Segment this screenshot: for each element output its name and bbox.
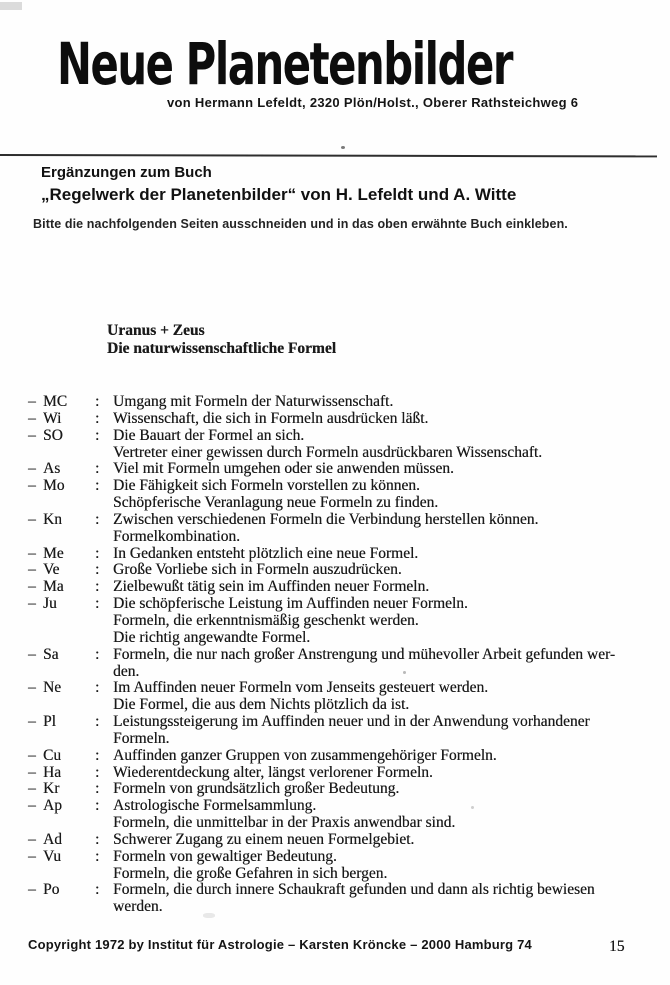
masthead-title: Neue Planetenbilder: [57, 30, 513, 98]
page-number: 15: [609, 938, 625, 955]
definition-text: Zwischen verschiedenen Formeln die Verbindung herstellen können. Formelkombination.: [113, 510, 539, 545]
definition-row-ha: [28, 765, 660, 782]
definition-text: Formeln, die nur nach großer Anstrengung und mühevoller Arbeit gefunden wer- den.: [113, 645, 616, 680]
dash: –: [28, 426, 36, 444]
planet-abbr: Mo: [43, 477, 65, 495]
planet-abbr: Ha: [43, 763, 62, 781]
planet-abbr-cell: [28, 748, 95, 765]
definition-row-kr: [28, 781, 660, 798]
definition-text: Auffinden ganzer Gruppen von zusammengehöriger Formeln.: [113, 746, 497, 764]
definition-text: Schwerer Zugang zu einem neuen Formelgebiet.: [113, 830, 415, 848]
definition-row-wi: [28, 411, 660, 428]
scan-artifact-corner: [0, 2, 22, 10]
intro-book-title: „Regelwerk der Planetenbilder“ von H. Lefeldt und A. Witte: [41, 185, 517, 204]
planet-abbr: Kr: [43, 780, 60, 798]
definition-row-sa: [28, 647, 660, 681]
definition-row-ju: [28, 596, 660, 647]
definition-text: Formeln von grundsätzlich großer Bedeutung.: [113, 780, 400, 798]
planet-abbr: Pl: [43, 713, 56, 731]
colon: :: [95, 409, 100, 427]
colon: :: [95, 746, 100, 764]
planet-abbr-cell: [28, 461, 95, 478]
colon: :: [95, 763, 100, 781]
planet-abbr-cell: [28, 832, 95, 849]
dash: –: [28, 763, 36, 781]
definition-row-as: [28, 461, 660, 478]
definition-text: Formeln von gewaltiger Bedeutung. Formeln, die große Gefahren in sich bergen.: [113, 847, 388, 882]
planet-abbr: SO: [43, 426, 63, 444]
planet-abbr: Vu: [43, 847, 62, 865]
planet-abbr: Me: [43, 544, 64, 562]
dash: –: [28, 780, 36, 798]
planet-abbr-cell: [28, 579, 95, 596]
definition-row-pl: [28, 714, 660, 748]
definition-row-ne: [28, 680, 660, 714]
section-heading-planets: Uranus + Zeus: [107, 322, 205, 339]
planet-abbr-cell: [28, 596, 95, 647]
planet-abbr-cell: [28, 512, 95, 546]
planet-abbr: Ma: [43, 578, 64, 596]
dash: –: [28, 578, 36, 596]
dash: –: [28, 713, 36, 731]
definition-text: Formeln, die durch innere Schaukraft gefunden und dann als richtig bewiesen werden.: [113, 881, 595, 916]
colon: :: [95, 679, 100, 697]
definition-text: Leistungssteigerung im Auffinden neuer und in der Anwendung vorhandener Formeln.: [113, 713, 590, 747]
planet-abbr-cell: [28, 849, 95, 883]
definition-text: Die Bauart der Formel an sich. Vertreter einer gewissen durch Formeln ausdrückbaren Wissenschaft.: [113, 426, 543, 461]
definition-text: Viel mit Formeln umgehen oder sie anwenden müssen.: [113, 460, 454, 478]
colon: :: [95, 561, 100, 579]
horizontal-rule: [0, 154, 657, 157]
dash: –: [28, 544, 36, 562]
definition-row-mo: [28, 478, 660, 512]
dash: –: [28, 679, 36, 697]
colon: :: [95, 426, 100, 444]
definition-text: Große Vorliebe sich in Formeln auszudrücken.: [113, 561, 402, 579]
intro-heading: Ergänzungen zum Buch: [41, 164, 212, 181]
colon: :: [95, 645, 100, 663]
definition-text: Wiederentdeckung alter, längst verlorener Formeln.: [113, 763, 433, 781]
planet-abbr-cell: [28, 478, 95, 512]
definition-text: Die Fähigkeit sich Formeln vorstellen zu können. Schöpferische Veranlagung neue Formeln zu finden.: [113, 477, 439, 512]
planet-abbr-cell: [28, 781, 95, 798]
planet-abbr: Ap: [43, 797, 62, 815]
definition-text: Wissenschaft, die sich in Formeln ausdrücken läßt.: [113, 409, 429, 427]
colon: :: [95, 847, 100, 865]
dash: –: [28, 746, 36, 764]
planet-abbr-cell: [28, 428, 95, 462]
colon: :: [95, 544, 100, 562]
planet-abbr: MC: [43, 393, 68, 410]
planet-abbr-cell: [28, 882, 95, 916]
planet-abbr: Po: [43, 881, 60, 899]
definition-list: [28, 394, 660, 916]
planet-abbr: Sa: [43, 645, 59, 663]
dash: –: [28, 847, 36, 865]
colon: :: [95, 830, 100, 848]
definition-row-kn: [28, 512, 660, 546]
definition-row-vu: [28, 849, 660, 883]
planet-abbr: Wi: [43, 409, 62, 427]
planet-abbr: Ad: [43, 830, 62, 848]
definition-text: Im Auffinden neuer Formeln vom Jenseits gesteuert werden. Die Formel, die aus dem Nichts plötzlich da ist.: [113, 679, 489, 714]
dash: –: [28, 595, 36, 613]
masthead-subtitle: von Hermann Lefeldt, 2320 Plön/Holst., Oberer Rathsteichweg 6: [167, 95, 579, 110]
colon: :: [95, 510, 100, 528]
definition-row-mc: [28, 394, 660, 411]
colon: :: [95, 477, 100, 495]
definition-row-cu: [28, 748, 660, 765]
definition-row-po: [28, 882, 660, 916]
colon: :: [95, 797, 100, 815]
definition-row-me: [28, 546, 660, 563]
definition-text: Zielbewußt tätig sein im Auffinden neuer Formeln.: [113, 578, 430, 596]
planet-abbr-cell: [28, 714, 95, 748]
colon: :: [95, 578, 100, 596]
section-heading-formula: Die naturwissenschaftliche Formel: [107, 340, 337, 357]
dash: –: [28, 409, 36, 427]
planet-abbr-cell: [28, 394, 95, 411]
planet-abbr-cell: [28, 411, 95, 428]
planet-abbr-cell: [28, 546, 95, 563]
dash: –: [28, 393, 36, 410]
planet-abbr-cell: [28, 765, 95, 782]
planet-abbr-cell: [28, 798, 95, 832]
definition-text: In Gedanken entsteht plötzlich eine neue Formel.: [113, 544, 419, 562]
planet-abbr: Cu: [43, 746, 62, 764]
copyright-line: Copyright 1972 by Institut für Astrologie – Karsten Kröncke – 2000 Hamburg 74: [28, 937, 532, 952]
definition-text: Astrologische Formelsammlung. Formeln, die unmittelbar in der Praxis anwendbar sind.: [113, 797, 456, 832]
definition-text: Die schöpferische Leistung im Auffinden neuer Formeln. Formeln, die erkenntnismäßig geschenkt werden. Die richtig angewandte Formel.: [113, 595, 468, 646]
planet-abbr: Ne: [43, 679, 62, 697]
definition-row-ma: [28, 579, 660, 596]
definition-row-ap: [28, 798, 660, 832]
dash: –: [28, 510, 36, 528]
scan-artifact-dot: [341, 146, 345, 149]
colon: :: [95, 393, 100, 410]
dash: –: [28, 477, 36, 495]
colon: :: [95, 780, 100, 798]
planet-abbr-cell: [28, 562, 95, 579]
dash: –: [28, 460, 36, 478]
dash: –: [28, 797, 36, 815]
colon: :: [95, 460, 100, 478]
definition-row-so: [28, 428, 660, 462]
intro-instruction: Bitte die nachfolgenden Seiten ausschneiden und in das oben erwähnte Buch einkleben.: [33, 217, 568, 231]
dash: –: [28, 881, 36, 899]
planet-abbr-cell: [28, 647, 95, 681]
colon: :: [95, 595, 100, 613]
dash: –: [28, 561, 36, 579]
definition-row-ad: [28, 832, 660, 849]
planet-abbr: Ve: [43, 561, 60, 579]
planet-abbr-cell: [28, 680, 95, 714]
colon: :: [95, 881, 100, 899]
definition-row-ve: [28, 562, 660, 579]
planet-abbr: As: [43, 460, 61, 478]
planet-abbr: Ju: [43, 595, 57, 613]
colon: :: [95, 713, 100, 731]
dash: –: [28, 830, 36, 848]
dash: –: [28, 645, 36, 663]
definition-text: Umgang mit Formeln der Naturwissenschaft.: [113, 393, 394, 410]
planet-abbr: Kn: [43, 510, 62, 528]
